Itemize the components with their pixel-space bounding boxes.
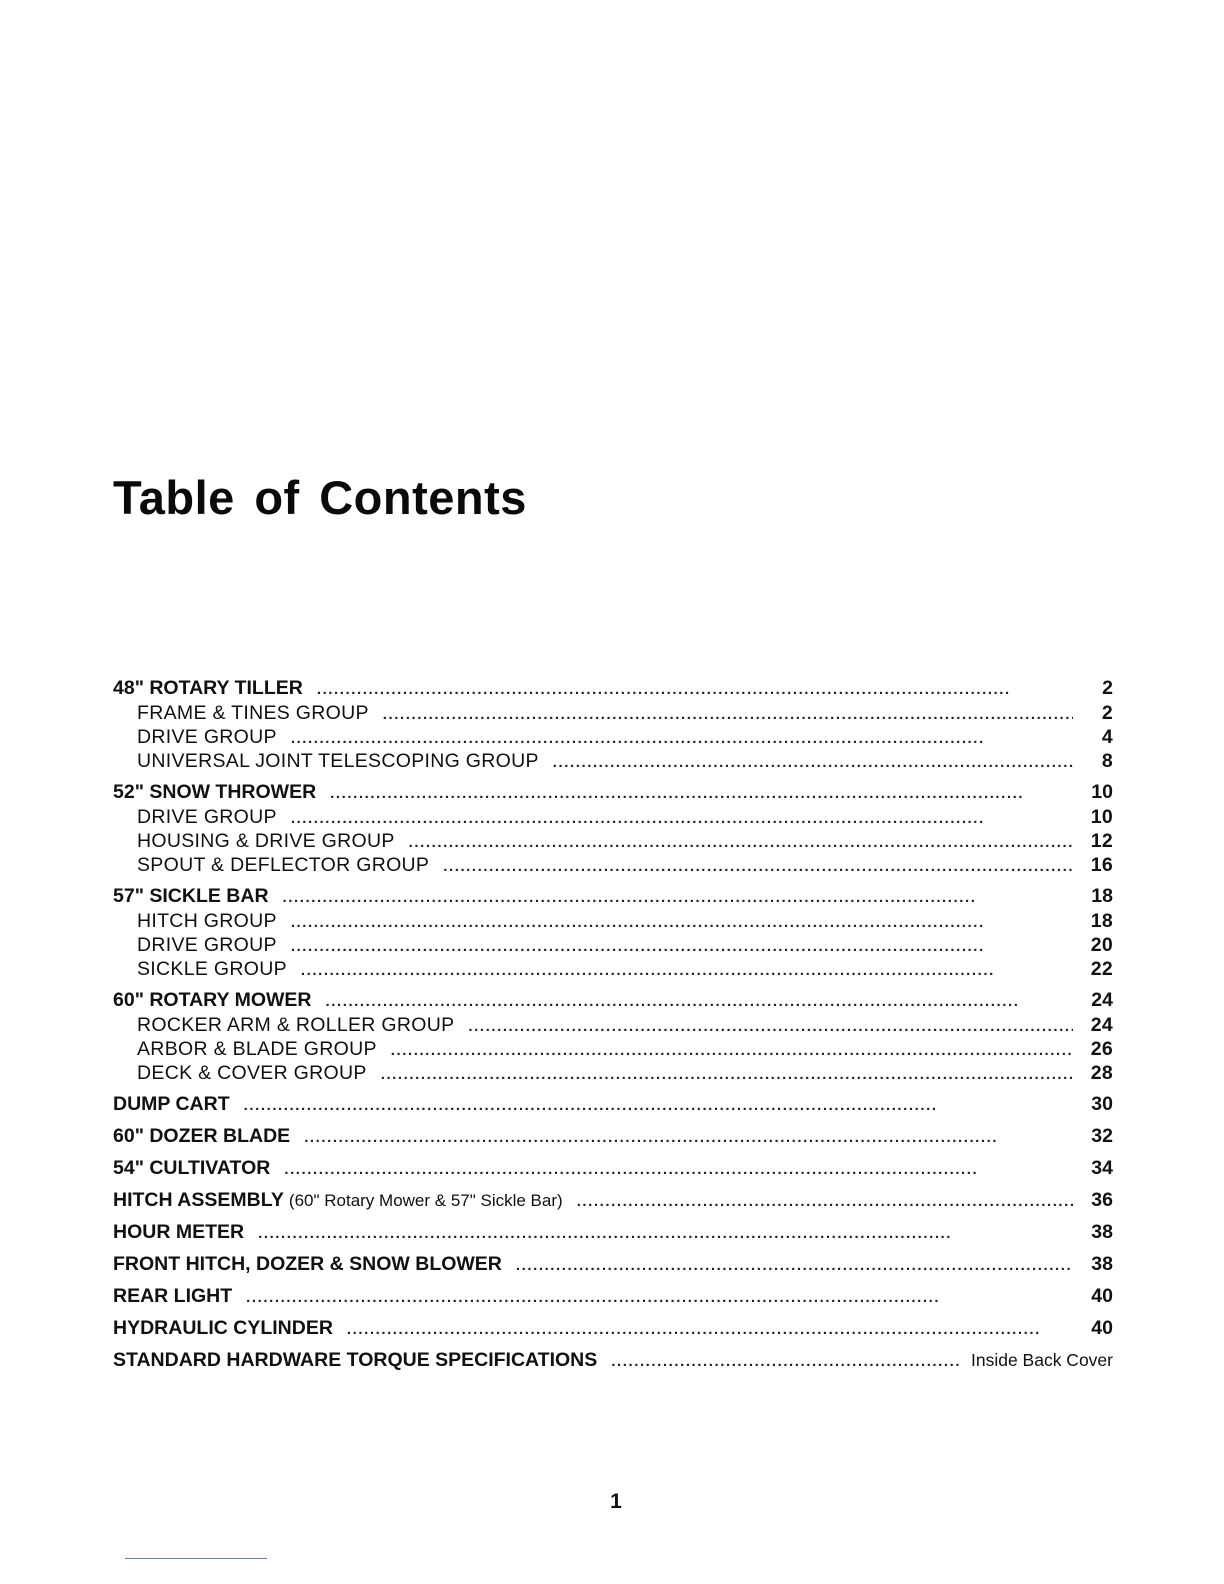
toc-entry-label	[137, 1013, 468, 1037]
toc-entry-title: 60" ROTARY MOWER	[113, 989, 312, 1011]
toc-entry-label	[113, 1156, 284, 1180]
toc-entry-page: 12	[1090, 830, 1113, 852]
toc-entry-page: 4	[1101, 726, 1113, 748]
toc-entry-page: 40	[1091, 1317, 1113, 1339]
toc-entry-label	[113, 884, 283, 908]
toc-section-entry[interactable]	[113, 884, 1113, 909]
dot-leader	[246, 1286, 1073, 1310]
toc-section-entry[interactable]	[113, 676, 1113, 701]
toc-section-entry[interactable]	[113, 1252, 1113, 1277]
toc-entry-title: SICKLE GROUP	[137, 958, 287, 980]
dot-leader	[284, 1158, 1073, 1182]
toc-subsection-entry[interactable]	[113, 1037, 1113, 1061]
toc-entry-label	[113, 988, 326, 1012]
dot-leader	[291, 807, 1073, 831]
toc-entry-page: 38	[1091, 1253, 1113, 1275]
toc-entry-title: ROCKER ARM & ROLLER GROUP	[137, 1014, 455, 1036]
dot-leader	[291, 935, 1073, 959]
toc-entry-page: 40	[1091, 1285, 1113, 1307]
dot-leader	[244, 1094, 1073, 1118]
toc-section-entry[interactable]	[113, 1124, 1113, 1149]
dot-leader	[391, 1039, 1073, 1063]
toc-entry-title: 54" CULTIVATOR	[113, 1157, 271, 1179]
toc-entry-title: HOUSING & DRIVE GROUP	[137, 830, 395, 852]
toc-entry-label	[113, 1316, 347, 1340]
toc-section-entry[interactable]	[113, 1188, 1113, 1213]
toc-entry-label	[137, 909, 291, 933]
toc-entry-title: STANDARD HARDWARE TORQUE SPECIFICATIONS	[113, 1349, 598, 1371]
toc-entry-label	[113, 676, 317, 700]
toc-entry-page: 2	[1101, 702, 1113, 724]
toc-entry-page: 38	[1091, 1221, 1113, 1243]
dot-leader	[443, 855, 1073, 879]
toc-entry-label	[137, 725, 291, 749]
toc-entry-title: HYDRAULIC CYLINDER	[113, 1317, 333, 1339]
toc-entry-label	[113, 1124, 304, 1148]
dot-leader	[381, 1063, 1073, 1087]
dot-leader	[291, 911, 1073, 935]
dot-leader	[611, 1350, 961, 1374]
toc-entry-label	[137, 749, 553, 773]
dot-leader	[317, 678, 1073, 702]
toc-entry-title: DUMP CART	[113, 1093, 230, 1115]
toc-subsection-entry[interactable]	[113, 933, 1113, 957]
dot-leader	[301, 959, 1073, 983]
toc-entry-page: 24	[1090, 1014, 1113, 1036]
toc-entry-page: 18	[1091, 885, 1113, 907]
toc-entry-title: 60" DOZER BLADE	[113, 1125, 291, 1147]
toc-entry-label	[113, 1220, 258, 1244]
toc-entry-title: FRONT HITCH, DOZER & SNOW BLOWER	[113, 1253, 502, 1275]
toc-entry-page: 2	[1102, 677, 1113, 699]
toc-entry-page: 22	[1090, 958, 1113, 980]
toc-entry-page: 26	[1090, 1038, 1113, 1060]
toc-entry-title-note: (60" Rotary Mower & 57" Sickle Bar)	[288, 1191, 563, 1210]
dot-leader	[516, 1254, 1073, 1278]
toc-section-entry[interactable]	[113, 1284, 1113, 1309]
toc-entry-title: DECK & COVER GROUP	[137, 1062, 367, 1084]
dot-leader	[577, 1190, 1073, 1214]
toc-entry-title: REAR LIGHT	[113, 1285, 233, 1307]
toc-entry-page: 20	[1090, 934, 1113, 956]
dot-leader	[304, 1126, 1073, 1150]
toc-subsection-entry[interactable]	[113, 701, 1113, 725]
toc-subsection-entry[interactable]	[113, 725, 1113, 749]
toc-subsection-entry[interactable]	[113, 853, 1113, 877]
dot-leader	[409, 831, 1073, 855]
toc-entry-page: 28	[1090, 1062, 1113, 1084]
toc-subsection-entry[interactable]	[113, 1061, 1113, 1085]
toc-entry-page: 36	[1091, 1189, 1113, 1211]
toc-entry-label	[113, 1284, 246, 1308]
toc-entry-label	[137, 701, 383, 725]
toc-entry-page: 34	[1091, 1157, 1113, 1179]
toc-entry-title: 52" SNOW THROWER	[113, 781, 317, 803]
toc-entry-title: 57" SICKLE BAR	[113, 885, 269, 907]
dot-leader	[291, 727, 1073, 751]
toc-entry-label	[113, 1188, 577, 1213]
toc-subsection-entry[interactable]	[113, 805, 1113, 829]
page-title: Table of Contents	[113, 471, 527, 524]
toc-subsection-entry[interactable]	[113, 957, 1113, 981]
toc-entry-title: DRIVE GROUP	[137, 934, 277, 956]
toc-entry-title: 48" ROTARY TILLER	[113, 677, 303, 699]
toc-entry-page: 10	[1090, 806, 1113, 828]
toc-section-entry[interactable]	[113, 780, 1113, 805]
dot-leader	[326, 990, 1074, 1014]
dot-leader	[347, 1318, 1073, 1342]
toc-entry-page: 18	[1090, 910, 1113, 932]
toc-entry-title: SPOUT & DEFLECTOR GROUP	[137, 854, 430, 876]
table-of-contents	[113, 676, 1113, 1373]
toc-entry-label	[113, 1092, 244, 1116]
toc-entry-label	[113, 780, 330, 804]
toc-entry-title: HOUR METER	[113, 1221, 245, 1243]
footer-rule	[125, 1558, 267, 1559]
toc-section-entry[interactable]	[113, 1316, 1113, 1341]
toc-subsection-entry[interactable]	[113, 909, 1113, 933]
toc-entry-title: HITCH GROUP	[137, 910, 277, 932]
toc-entry-label	[137, 1037, 391, 1061]
toc-entry-title: FRAME & TINES GROUP	[137, 702, 369, 724]
toc-section-entry[interactable]	[113, 1348, 1113, 1373]
toc-entry-label	[137, 853, 443, 877]
toc-entry-label	[137, 805, 291, 829]
toc-entry-title: ARBOR & BLADE GROUP	[137, 1038, 377, 1060]
toc-entry-page: 32	[1091, 1125, 1113, 1147]
toc-subsection-entry[interactable]	[113, 1013, 1113, 1037]
toc-entry-page: 30	[1091, 1093, 1113, 1115]
toc-entry-page: 24	[1091, 989, 1113, 1011]
toc-entry-label	[137, 957, 301, 981]
dot-leader	[330, 782, 1073, 806]
toc-entry-page: 16	[1090, 854, 1113, 876]
dot-leader	[553, 751, 1073, 775]
toc-entry-page: Inside Back Cover	[970, 1350, 1113, 1370]
toc-entry-label	[137, 933, 291, 957]
dot-leader	[258, 1222, 1073, 1246]
page-number: 1	[610, 1490, 622, 1513]
toc-subsection-entry[interactable]	[113, 749, 1113, 773]
toc-section-entry[interactable]	[113, 1092, 1113, 1117]
toc-entry-title: DRIVE GROUP	[137, 806, 277, 828]
dot-leader	[383, 703, 1073, 727]
toc-entry-label	[137, 829, 409, 853]
toc-entry-page: 8	[1101, 750, 1113, 772]
toc-entry-page: 10	[1091, 781, 1113, 803]
toc-section-entry[interactable]	[113, 1156, 1113, 1181]
dot-leader	[468, 1015, 1073, 1039]
toc-section-entry[interactable]	[113, 988, 1113, 1013]
toc-entry-label	[113, 1348, 611, 1372]
toc-entry-label	[113, 1252, 516, 1276]
toc-entry-title: HITCH ASSEMBLY	[113, 1189, 284, 1211]
toc-entry-title: DRIVE GROUP	[137, 726, 277, 748]
toc-subsection-entry[interactable]	[113, 829, 1113, 853]
toc-entry-title: UNIVERSAL JOINT TELESCOPING GROUP	[137, 750, 539, 772]
toc-entry-label	[137, 1061, 381, 1085]
dot-leader	[283, 886, 1073, 910]
toc-section-entry[interactable]	[113, 1220, 1113, 1245]
